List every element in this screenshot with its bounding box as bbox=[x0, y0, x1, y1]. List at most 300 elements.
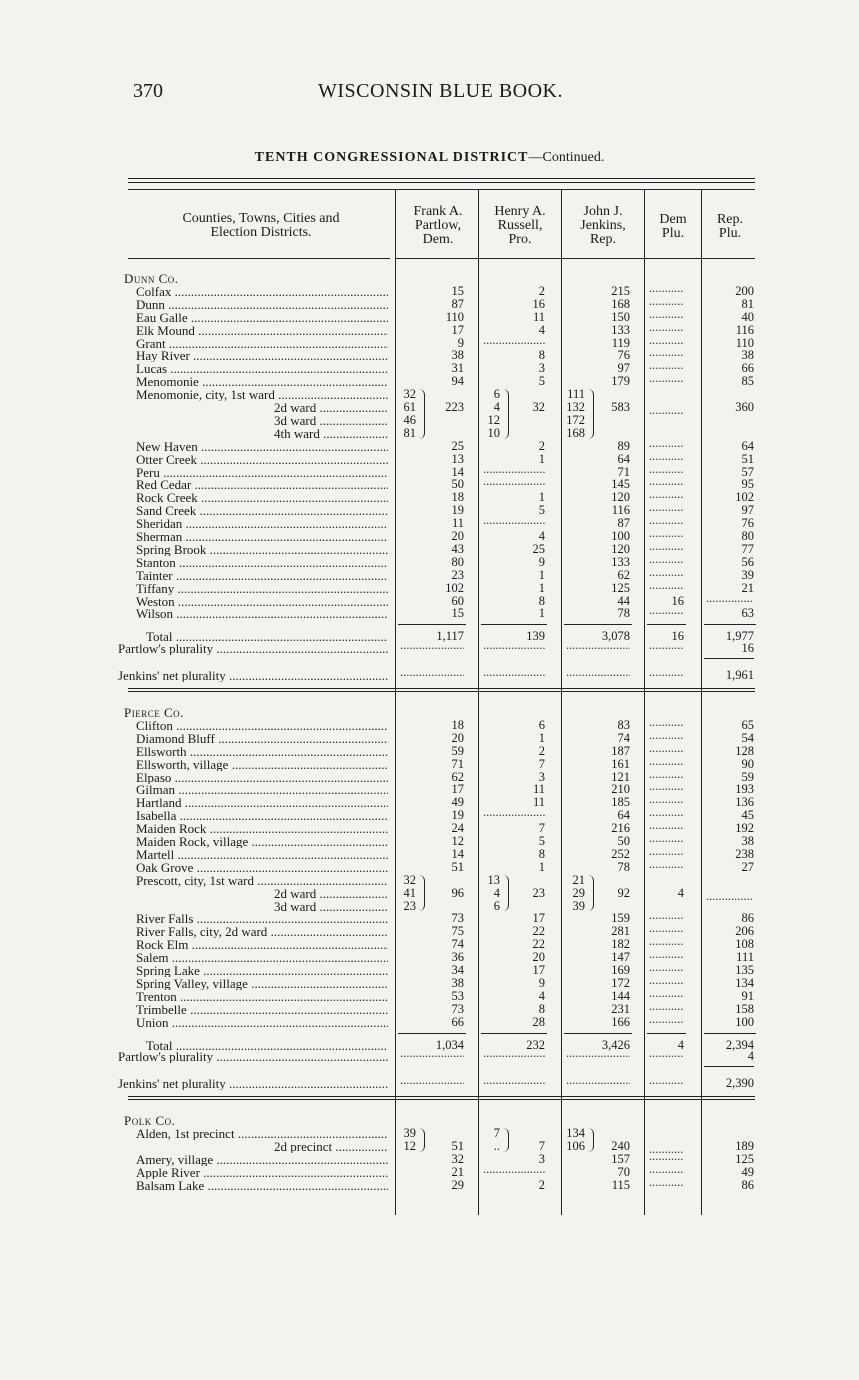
row-label-text: Tiffany bbox=[136, 581, 175, 595]
cell-j: 281 bbox=[611, 924, 630, 939]
cell-r: 1 bbox=[538, 580, 545, 595]
col-header-jenkins-l2: Jenkins, bbox=[580, 218, 626, 233]
empty-cell-dots bbox=[649, 488, 684, 501]
cell-dp: 16 bbox=[671, 629, 684, 644]
row-label-text: 3d ward bbox=[274, 413, 317, 427]
plural-label bbox=[118, 1050, 388, 1063]
cell-r: 5 bbox=[538, 503, 545, 518]
ward-rw: 6 bbox=[493, 387, 500, 402]
district-name bbox=[136, 530, 388, 543]
district-name bbox=[136, 1153, 388, 1166]
cell-j: 187 bbox=[611, 743, 630, 758]
cell-p: 60 bbox=[451, 593, 464, 608]
cell-p: 51 bbox=[451, 1139, 464, 1153]
cell-r: 1 bbox=[538, 606, 545, 621]
ward-rw: 4 bbox=[493, 400, 500, 414]
cell-r: 1 bbox=[538, 859, 545, 874]
cell-j: 83 bbox=[617, 717, 630, 732]
col-divider-5 bbox=[701, 190, 702, 1215]
ward-brace bbox=[503, 875, 509, 912]
cell-p: 49 bbox=[451, 795, 464, 810]
cell-r: 1 bbox=[538, 451, 545, 466]
header-rule bbox=[128, 189, 755, 190]
district-name bbox=[136, 783, 388, 796]
empty-cell-dots bbox=[649, 437, 684, 450]
cell-j: 159 bbox=[611, 911, 630, 926]
empty-cell-dots bbox=[649, 566, 684, 579]
cell-rp: 360 bbox=[735, 400, 754, 414]
row-label-text: Alden, 1st precinct bbox=[136, 1127, 235, 1141]
cell-p: 14 bbox=[451, 846, 464, 861]
cell-p: 24 bbox=[451, 821, 464, 836]
cell-rp: 200 bbox=[735, 283, 754, 298]
cell-j: 133 bbox=[611, 322, 630, 337]
cell-j: 87 bbox=[617, 516, 630, 531]
cell-rp: 38 bbox=[741, 834, 754, 848]
ward-rw: 4 bbox=[493, 885, 500, 900]
cell-j: 120 bbox=[611, 490, 630, 505]
cell-p: 17 bbox=[451, 782, 464, 797]
header-bottom-rule bbox=[128, 258, 390, 259]
cell-j: 157 bbox=[611, 1151, 630, 1166]
cell-r: 7 bbox=[538, 1139, 545, 1153]
district-name bbox=[136, 745, 388, 758]
net-label bbox=[118, 669, 388, 682]
cell-rp: 125 bbox=[735, 1151, 754, 1166]
cell-p: 23 bbox=[451, 567, 464, 582]
cell-p: 21 bbox=[451, 1164, 464, 1179]
row-label-text: Polk Co. bbox=[124, 1113, 176, 1129]
cell-rp: 39 bbox=[741, 567, 754, 582]
cell-rp: 135 bbox=[735, 963, 754, 977]
district-name bbox=[274, 427, 388, 440]
cell-p: 38 bbox=[451, 975, 464, 990]
column-rule bbox=[647, 624, 686, 625]
cell-rp: 158 bbox=[735, 1001, 754, 1016]
col-header-dem-plu bbox=[645, 213, 701, 241]
empty-cell-dots bbox=[649, 282, 684, 295]
cell-p: 102 bbox=[445, 580, 464, 595]
district-name bbox=[136, 1016, 388, 1029]
district-name bbox=[136, 861, 388, 874]
plurality-rule bbox=[704, 658, 754, 659]
cell-j: 145 bbox=[611, 477, 630, 492]
empty-cell-dots bbox=[483, 1163, 545, 1176]
empty-cell-dots bbox=[566, 666, 630, 679]
cell-p: 11 bbox=[451, 516, 464, 531]
cell-p: 66 bbox=[451, 1014, 464, 1029]
cell-p: 80 bbox=[451, 554, 464, 569]
cell-p: 75 bbox=[451, 924, 464, 939]
row-label-text: New Haven bbox=[136, 439, 198, 453]
cell-j: 125 bbox=[611, 580, 630, 595]
top-rule bbox=[128, 178, 755, 179]
row-label-text: Menomonie bbox=[136, 375, 199, 389]
ward-pw: 41 bbox=[403, 885, 416, 900]
cell-rp: 80 bbox=[741, 529, 754, 543]
col-header-jenkins-l3: Rep. bbox=[589, 232, 617, 247]
row-label-text: Apple River bbox=[136, 1165, 200, 1179]
cell-r: 139 bbox=[526, 629, 545, 644]
empty-cell-dots bbox=[649, 1047, 684, 1060]
row-label-text: Peru bbox=[136, 465, 160, 479]
empty-cell-dots bbox=[649, 768, 684, 781]
row-label-text: River Falls, city, 2d ward bbox=[136, 925, 268, 939]
ward-brace bbox=[503, 389, 509, 439]
cell-p: 15 bbox=[451, 606, 464, 621]
cell-r: 6 bbox=[538, 717, 545, 732]
ward-pw: 46 bbox=[403, 412, 416, 427]
empty-cell-dots bbox=[649, 806, 684, 819]
row-label-text: 2d ward bbox=[274, 886, 317, 900]
cell-rp: 193 bbox=[735, 782, 754, 797]
row-label-text: Oak Grove bbox=[136, 860, 194, 874]
col-header-russell bbox=[478, 205, 562, 247]
district-name bbox=[136, 809, 388, 822]
cell-r: 4 bbox=[538, 529, 545, 543]
cell-r: 16 bbox=[532, 296, 545, 311]
cell-p: 32 bbox=[451, 1151, 464, 1166]
column-rule bbox=[647, 1033, 686, 1034]
district-name bbox=[136, 1003, 388, 1016]
column-rule bbox=[481, 624, 547, 625]
section-double-rule bbox=[128, 691, 755, 692]
cell-r: 25 bbox=[532, 541, 545, 556]
cell-p: 71 bbox=[451, 756, 464, 771]
district-name bbox=[136, 466, 388, 479]
cell-r: 2 bbox=[538, 283, 545, 298]
county-heading bbox=[124, 706, 388, 719]
cell-rp: 110 bbox=[735, 335, 754, 350]
row-label-text: Salem bbox=[136, 951, 169, 965]
district-name bbox=[136, 835, 388, 848]
row-label-text: River Falls bbox=[136, 912, 194, 926]
row-label-text: Jenkins' net plurality bbox=[118, 1077, 226, 1091]
empty-cell-dots bbox=[649, 404, 684, 417]
empty-cell-dots bbox=[649, 845, 684, 858]
cell-p: 25 bbox=[451, 438, 464, 453]
row-label-text: Jenkins' net plurality bbox=[118, 669, 226, 683]
row-label-text: Sherman bbox=[136, 530, 183, 543]
district-name bbox=[136, 990, 388, 1003]
cell-rp: 49 bbox=[741, 1164, 754, 1179]
empty-cell-dots bbox=[649, 793, 684, 806]
cell-p: 17 bbox=[451, 322, 464, 337]
cell-r: 9 bbox=[538, 554, 545, 569]
empty-cell-dots bbox=[483, 334, 545, 347]
district-name bbox=[136, 938, 388, 951]
cell-p: 12 bbox=[451, 834, 464, 848]
col-header-dem-plu-l2: Plu. bbox=[661, 226, 685, 241]
district-name bbox=[136, 517, 388, 530]
column-rule bbox=[398, 1033, 466, 1034]
cell-p: 19 bbox=[451, 808, 464, 823]
cell-dp: 16 bbox=[671, 593, 684, 608]
empty-cell-dots bbox=[400, 1074, 464, 1087]
empty-cell-dots bbox=[649, 450, 684, 463]
col-header-rep-plu bbox=[702, 213, 758, 241]
ward-pw: 32 bbox=[403, 387, 416, 402]
row-label-text: Spring Valley, village bbox=[136, 976, 248, 990]
empty-cell-dots bbox=[649, 858, 684, 871]
ward-pw: 81 bbox=[403, 425, 416, 440]
ward-jw: 39 bbox=[572, 898, 585, 913]
empty-cell-dots bbox=[483, 1074, 545, 1087]
top-rule-2 bbox=[128, 182, 755, 183]
district-name bbox=[136, 874, 388, 887]
cell-p: 110 bbox=[445, 309, 464, 324]
district-name bbox=[136, 298, 388, 311]
ward-pw: 32 bbox=[403, 872, 416, 887]
cell-j: 252 bbox=[611, 846, 630, 861]
ward-brace bbox=[588, 1128, 594, 1152]
cell-r: 7 bbox=[538, 756, 545, 771]
page-title: WISCONSIN BLUE BOOK. bbox=[318, 80, 563, 102]
cell-j: 116 bbox=[611, 503, 630, 518]
empty-cell-dots bbox=[649, 346, 684, 359]
district-name bbox=[136, 1179, 388, 1192]
district-name bbox=[136, 285, 388, 298]
row-label-text: Spring Brook bbox=[136, 542, 207, 556]
cell-r: 5 bbox=[538, 374, 545, 389]
empty-cell-dots bbox=[483, 666, 545, 679]
cell-p: 62 bbox=[451, 769, 464, 784]
col-header-russell-l3: Pro. bbox=[508, 232, 532, 247]
ward-brace bbox=[588, 389, 594, 439]
cell-j: 147 bbox=[611, 950, 630, 965]
row-label-text: 3d ward bbox=[274, 899, 317, 913]
cell-j: 185 bbox=[611, 795, 630, 810]
row-label-text: Martell bbox=[136, 847, 175, 861]
cell-rp: 57 bbox=[741, 464, 754, 479]
cell-j: 121 bbox=[611, 769, 630, 784]
cell-rp: 116 bbox=[735, 322, 754, 337]
empty-cell-dots bbox=[649, 1013, 684, 1026]
cell-r: 1 bbox=[538, 490, 545, 505]
ward-brace bbox=[588, 875, 594, 912]
district-name bbox=[136, 556, 388, 569]
cell-p: 18 bbox=[451, 490, 464, 505]
ward-jw: 21 bbox=[572, 872, 585, 887]
district-name bbox=[136, 771, 388, 784]
empty-cell-dots bbox=[483, 475, 545, 488]
district-name bbox=[136, 595, 388, 608]
empty-cell-dots bbox=[649, 308, 684, 321]
empty-cell-dots bbox=[649, 961, 684, 974]
row-label-text: Colfax bbox=[136, 284, 172, 298]
cell-j: 89 bbox=[617, 438, 630, 453]
row-label-text: Hartland bbox=[136, 796, 182, 810]
empty-cell-dots bbox=[649, 579, 684, 592]
district-name bbox=[136, 758, 388, 771]
district-name bbox=[136, 582, 388, 595]
empty-cell-dots bbox=[649, 540, 684, 553]
row-label-text: Sand Creek bbox=[136, 504, 197, 518]
cell-rp: 38 bbox=[741, 348, 754, 363]
ward-rw: 6 bbox=[493, 898, 500, 913]
column-rule bbox=[564, 1033, 632, 1034]
cell-rp: 128 bbox=[735, 743, 754, 758]
cell-rp: 51 bbox=[741, 451, 754, 466]
cell-r: 11 bbox=[532, 309, 545, 324]
county-heading bbox=[124, 1114, 388, 1127]
section-double-rule bbox=[128, 1099, 755, 1100]
cell-r: 3 bbox=[538, 769, 545, 784]
row-label-text: Partlow's plurality bbox=[118, 642, 214, 656]
cell-r: 20 bbox=[532, 950, 545, 965]
cell-p: 1,034 bbox=[435, 1037, 464, 1052]
cell-r: 11 bbox=[532, 795, 545, 810]
empty-cell-dots bbox=[483, 1047, 545, 1060]
empty-cell-dots bbox=[649, 819, 684, 832]
cell-rp: 59 bbox=[741, 769, 754, 784]
cell-j: 583 bbox=[611, 400, 630, 414]
col-header-russell-l2: Russell, bbox=[497, 218, 543, 233]
row-label-text: Ellsworth, village bbox=[136, 757, 229, 771]
cell-r: 32 bbox=[532, 400, 545, 414]
cell-r: 28 bbox=[532, 1014, 545, 1029]
row-label-text: Rock Elm bbox=[136, 938, 189, 952]
cell-rp: 95 bbox=[741, 477, 754, 492]
ward-jw: 168 bbox=[566, 425, 585, 440]
cell-j: 62 bbox=[617, 567, 630, 582]
column-rule bbox=[704, 624, 756, 625]
district-name bbox=[274, 1140, 388, 1153]
ward-brace bbox=[419, 875, 425, 912]
cell-rp: 76 bbox=[741, 516, 754, 531]
ward-jw: 134 bbox=[566, 1126, 585, 1141]
ward-brace bbox=[419, 389, 425, 439]
row-label-text: Hay River bbox=[136, 349, 190, 363]
cell-j: 44 bbox=[617, 593, 630, 608]
empty-cell-dots bbox=[649, 334, 684, 347]
empty-cell-dots bbox=[649, 372, 684, 385]
district-name bbox=[136, 607, 388, 620]
row-label-text: Sheridan bbox=[136, 517, 183, 531]
cell-dp: 4 bbox=[677, 885, 684, 900]
net-label bbox=[118, 1077, 388, 1090]
cell-p: 96 bbox=[451, 885, 464, 900]
cell-j: 92 bbox=[617, 885, 630, 900]
ward-rw: 10 bbox=[487, 425, 500, 440]
cell-j: 64 bbox=[617, 808, 630, 823]
empty-cell-dots bbox=[400, 1047, 464, 1060]
row-label-text: Clifton bbox=[136, 718, 173, 732]
district-name bbox=[274, 414, 388, 427]
cell-rp: 91 bbox=[741, 988, 754, 1003]
empty-cell-dots bbox=[649, 742, 684, 755]
ward-jw: 132 bbox=[566, 400, 585, 414]
row-label-text: Union bbox=[136, 1015, 169, 1029]
empty-cell-dots bbox=[483, 463, 545, 476]
col-divider-1 bbox=[395, 190, 396, 1215]
cell-r: 3 bbox=[538, 361, 545, 376]
cell-j: 97 bbox=[617, 361, 630, 376]
cell-r: 8 bbox=[538, 1001, 545, 1016]
cell-j: 216 bbox=[611, 821, 630, 836]
page-number: 370 bbox=[133, 80, 163, 102]
col-divider-2 bbox=[478, 190, 479, 1215]
cell-j: 231 bbox=[611, 1001, 630, 1016]
ward-jw: 106 bbox=[566, 1139, 585, 1153]
empty-cell-dots bbox=[483, 514, 545, 527]
cell-rp: 86 bbox=[741, 1177, 754, 1192]
empty-cell-dots bbox=[649, 604, 684, 617]
row-label-text: Isabella bbox=[136, 809, 177, 823]
cell-rp: 102 bbox=[735, 490, 754, 505]
cell-r: 17 bbox=[532, 911, 545, 926]
cell-j: 150 bbox=[611, 309, 630, 324]
plural-label bbox=[118, 642, 388, 655]
cell-rp: 1,961 bbox=[725, 668, 754, 683]
cell-r: 232 bbox=[526, 1037, 545, 1052]
empty-cell-dots bbox=[649, 1163, 684, 1176]
subtitle-text: TENTH CONGRESSIONAL DISTRICT bbox=[254, 150, 529, 165]
cell-p: 50 bbox=[451, 477, 464, 492]
cell-j: 76 bbox=[617, 348, 630, 363]
empty-cell-dots bbox=[649, 639, 684, 652]
cell-j: 182 bbox=[611, 937, 630, 952]
column-rule bbox=[704, 1033, 756, 1034]
cell-r: 2 bbox=[538, 1177, 545, 1192]
cell-j: 172 bbox=[611, 975, 630, 990]
row-label-text: Pierce Co. bbox=[124, 705, 184, 720]
empty-cell-dots bbox=[649, 716, 684, 729]
table-subtitle bbox=[0, 150, 859, 166]
cell-r: 17 bbox=[532, 963, 545, 977]
cell-rp: 2,394 bbox=[725, 1037, 754, 1052]
district-name bbox=[136, 453, 388, 466]
district-name bbox=[136, 504, 388, 517]
cell-r: 7 bbox=[538, 821, 545, 836]
empty-cell-dots bbox=[400, 666, 464, 679]
empty-cell-dots bbox=[649, 1074, 684, 1087]
cell-p: 9 bbox=[457, 335, 464, 350]
cell-rp: 40 bbox=[741, 309, 754, 324]
row-label-text: Balsam Lake bbox=[136, 1178, 205, 1192]
row-label-text: 2d precinct bbox=[274, 1140, 333, 1153]
cell-r: 8 bbox=[538, 348, 545, 363]
col-header-district-l1: Counties, Towns, Cities and bbox=[182, 211, 340, 226]
empty-cell-dots bbox=[649, 1000, 684, 1013]
cell-rp: 134 bbox=[735, 975, 754, 990]
cell-p: 74 bbox=[451, 937, 464, 952]
cell-p: 43 bbox=[451, 541, 464, 556]
ward-pw: 61 bbox=[403, 400, 416, 414]
row-label-text: Menomonie, city, 1st ward bbox=[136, 388, 275, 402]
cell-p: 29 bbox=[451, 1177, 464, 1192]
row-label-text: Elpaso bbox=[136, 770, 172, 784]
section-double-rule bbox=[128, 1096, 755, 1097]
row-label-text: Partlow's plurality bbox=[118, 1050, 214, 1064]
row-label-text: Eau Galle bbox=[136, 310, 188, 324]
col-header-partlow bbox=[396, 205, 480, 247]
row-label-text: Trenton bbox=[136, 989, 177, 1003]
empty-cell-dots bbox=[566, 639, 630, 652]
col-header-partlow-l3: Dem. bbox=[422, 232, 454, 247]
district-name bbox=[136, 491, 388, 504]
cell-rp: 21 bbox=[741, 580, 754, 595]
ward-brace bbox=[419, 1128, 425, 1152]
row-label-text: Weston bbox=[136, 594, 175, 608]
empty-cell-dots bbox=[649, 321, 684, 334]
row-label-text: Spring Lake bbox=[136, 964, 200, 977]
row-label-text: Stanton bbox=[136, 555, 176, 569]
row-label-text: Elk Mound bbox=[136, 323, 195, 337]
row-label-text: Total bbox=[146, 630, 173, 644]
empty-cell-dots bbox=[706, 592, 754, 605]
ward-jw: 111 bbox=[567, 387, 585, 402]
